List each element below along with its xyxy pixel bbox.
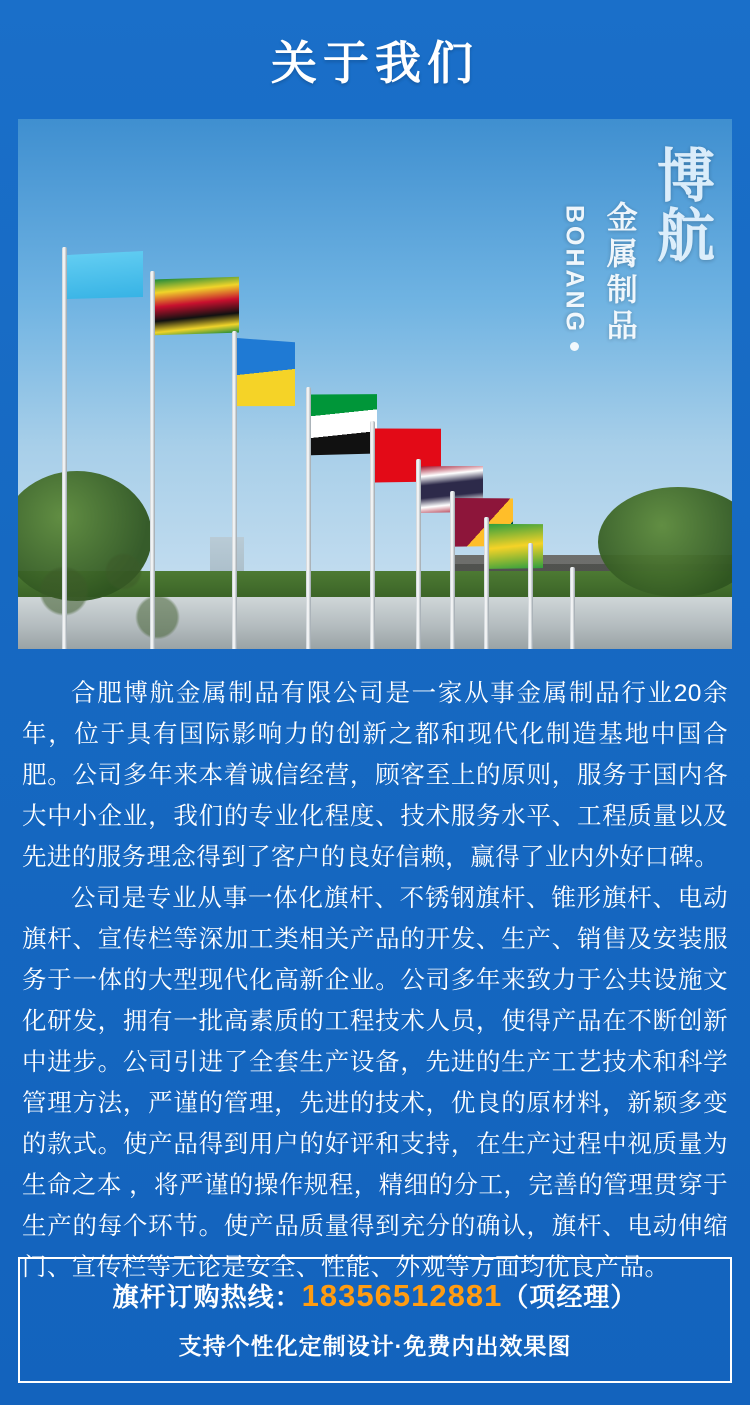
company-description (0, 649, 750, 1288)
flagpole-1 (62, 247, 67, 649)
footer-subtitle: 支持个性化定制设计·免费内出效果图 (178, 1333, 572, 1359)
flag-zimbabwe-icon (155, 270, 239, 341)
watermark-brand-cn: 博航 (648, 144, 713, 265)
paragraph-2: 公司是专业从事一体化旗杆、不锈钢旗杆、锥形旗杆、电动旗杆、宣传栏等深加工类相关产品的开发、生产、销售及安装服务于一体的大型现代化高新企业。公司多年来致力于公共设施文化研发，拥有一批高素质的工程技术人员，使得产品在不断创新中进步。公司引进了全套生产设备，先进的生产工艺技术和科学管理方法，严谨的管理，先进的技术，优良的原材料，新颖多变的款式。使产品得到用户的好评和支持，在生产过程中视质量为生命之本 ，将严谨的操作规程，精细的分工，完善的管理贯穿于生产的每个环节。使产品质量得到充分的确认，旗杆、电动伸缩门、宣传栏等无论是安全、性能、外观等方面均优良产品。 (22, 884, 728, 1281)
bare-tree-branches (30, 539, 200, 649)
flag-uae-icon (311, 387, 377, 460)
flagpole-2 (150, 271, 155, 649)
watermark-english (560, 201, 589, 351)
flagpole-4 (306, 387, 311, 649)
paragraph-1: 合肥博航金属制品有限公司是一家从事金属制品行业20余年，位于具有国际影响力的创新之都和现代化制造基地中国合肥。公司多年来本着诚信经营，顾客至上的原则，服务于国内各大中小企业，我们的专业化程度、技术服务水平、工程质量以及先进的服务理念得到了客户的良好信赖，赢得了业内外好口碑。 (22, 679, 728, 871)
page-title: 关于我们 (271, 37, 479, 89)
company-photo (18, 119, 732, 649)
contact-footer (18, 1257, 732, 1383)
flagpole-10 (570, 567, 575, 649)
hotline-row (20, 1277, 730, 1314)
flagpole-5 (370, 421, 375, 649)
watermark-brand-sub: 金属制品 (601, 200, 637, 345)
flagpole-9 (528, 543, 533, 649)
flag-light-blue-icon (67, 247, 143, 305)
flag-ukraine-icon (237, 332, 295, 412)
flagpole-8 (484, 517, 489, 649)
flagpole-6 (416, 459, 421, 649)
watermark-brand-en: BOHANG (560, 204, 589, 334)
flagpole-7 (450, 491, 455, 649)
watermark-dot-icon (570, 342, 579, 351)
brand-watermark (560, 144, 713, 351)
hotline-contact: （项经理） (502, 1282, 638, 1312)
watermark-secondary (597, 201, 642, 345)
flagpole-3 (232, 331, 237, 649)
flag-green-icon (489, 518, 543, 574)
hotline-number[interactable]: 18356512881 (301, 1278, 503, 1313)
hotline-label: 旗杆订购热线： (112, 1282, 302, 1312)
